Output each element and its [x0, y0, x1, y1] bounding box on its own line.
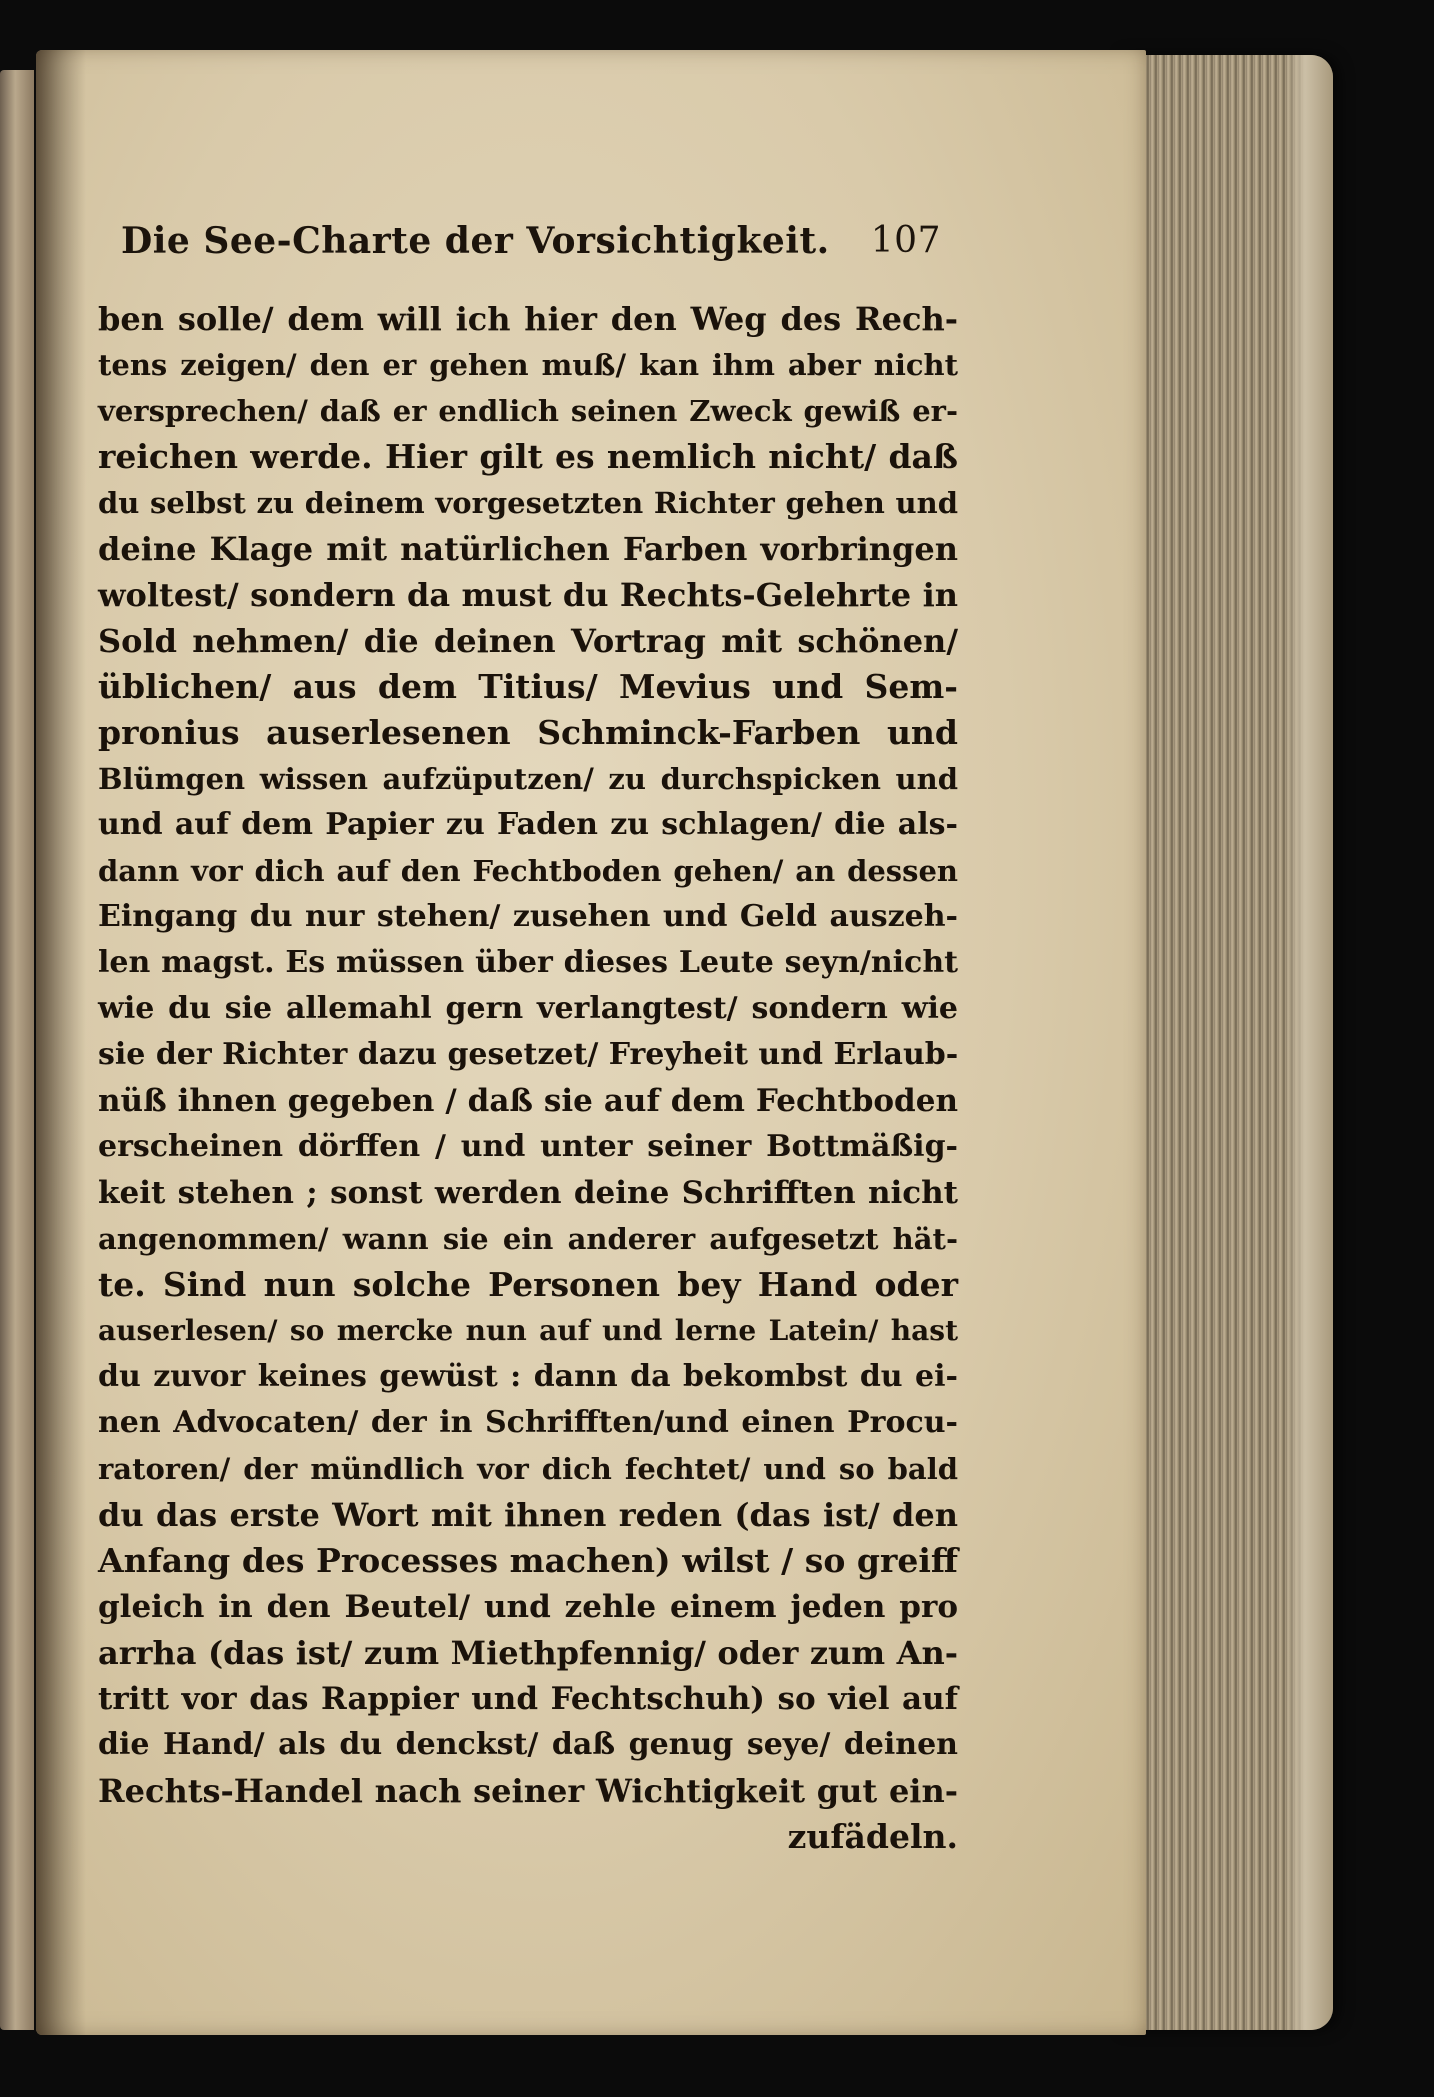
text-line: Sold nehmen/ die deinen Vortrag mit schönen/ — [98, 622, 958, 660]
text-line: Eingang du nur stehen/ zusehen und Geld auszeh- — [98, 899, 958, 934]
page-body-text — [98, 296, 958, 1860]
text-line: nüß ihnen gegeben / daß sie auf dem Fechtboden — [98, 1083, 958, 1119]
text-line: erscheinen dörffen / und unter seiner Bottmäßig- — [98, 1129, 958, 1164]
text-line: du zuvor keines gewüst : dann da bekombst du ei- — [98, 1359, 958, 1394]
gutter-shadow — [36, 50, 86, 2035]
text-line: Rechts-Handel nach seiner Wichtigkeit gut ein- — [98, 1772, 958, 1810]
page-number: 107 — [870, 220, 941, 261]
text-line: keit stehen ; sonst werden deine Schrifften nicht — [98, 1175, 958, 1211]
running-header — [121, 220, 941, 280]
text-line: wie du sie allemahl gern verlangtest/ sondern wie — [98, 991, 958, 1026]
running-title: Die See-Charte der Vorsichtigkeit. — [121, 220, 830, 262]
text-line: ben solle/ dem will ich hier den Weg des Rech- — [98, 300, 958, 338]
text-line: pronius auserlesenen Schminck-Farben und — [98, 713, 958, 752]
text-line: angenommen/ wann sie ein anderer aufgesetzt hät- — [98, 1222, 958, 1256]
text-line: te. Sind nun solche Personen bey Hand oder — [98, 1265, 958, 1304]
text-line: woltest/ sondern da must du Rechts-Gelehrte in — [98, 576, 958, 614]
text-line: len magst. Es müssen über dieses Leute seyn/nicht — [98, 945, 958, 980]
text-line: tritt vor das Rappier und Fechtschuh) so viel auf — [98, 1681, 958, 1717]
text-line: du selbst zu deinem vorgesetzten Richter gehen und — [98, 486, 958, 520]
text-line: ratoren/ der mündlich vor dich fechtet/ und so bald — [98, 1452, 958, 1486]
text-line: tens zeigen/ den er gehen muß/ kan ihm aber nicht — [98, 348, 958, 382]
text-line: auserlesen/ so mercke nun auf und lerne Latein/ hast — [98, 1314, 958, 1347]
text-line-catchword: zufädeln. — [787, 1817, 958, 1856]
text-line: die Hand/ als du denckst/ daß genug seye/ deinen — [98, 1727, 958, 1762]
text-line: sie der Richter dazu gesetzet/ Freyheit und Erlaub- — [98, 1037, 959, 1072]
page-block-edges — [1118, 55, 1333, 2030]
text-line: und auf dem Papier zu Faden zu schlagen/ die als- — [98, 807, 958, 842]
text-line: versprechen/ daß er endlich seinen Zweck gewiß er- — [98, 394, 958, 428]
text-line: nen Advocaten/ der in Schrifften/und einen Procu- — [98, 1405, 958, 1440]
text-line: deine Klage mit natürlichen Farben vorbringen — [98, 530, 958, 568]
text-line: Blümgen wissen aufzüputzen/ zu durchspicken und — [98, 762, 958, 796]
text-line: üblichen/ aus dem Titius/ Mevius und Sem- — [98, 667, 958, 706]
text-line: arrha (das ist/ zum Miethpfennig/ oder zum An- — [98, 1634, 958, 1672]
facing-page-edge — [0, 70, 34, 2030]
text-line: Anfang des Processes machen) wilst / so greiff — [98, 1541, 958, 1580]
text-line: du das erste Wort mit ihnen reden (das ist/ den — [98, 1496, 958, 1534]
text-line: gleich in den Beutel/ und zehle einem jeden pro — [98, 1589, 958, 1625]
text-line: dann vor dich auf den Fechtboden gehen/ an dessen — [98, 854, 958, 888]
book-page — [36, 50, 1146, 2035]
text-line: reichen werde. Hier gilt es nemlich nicht/ daß — [98, 437, 958, 476]
